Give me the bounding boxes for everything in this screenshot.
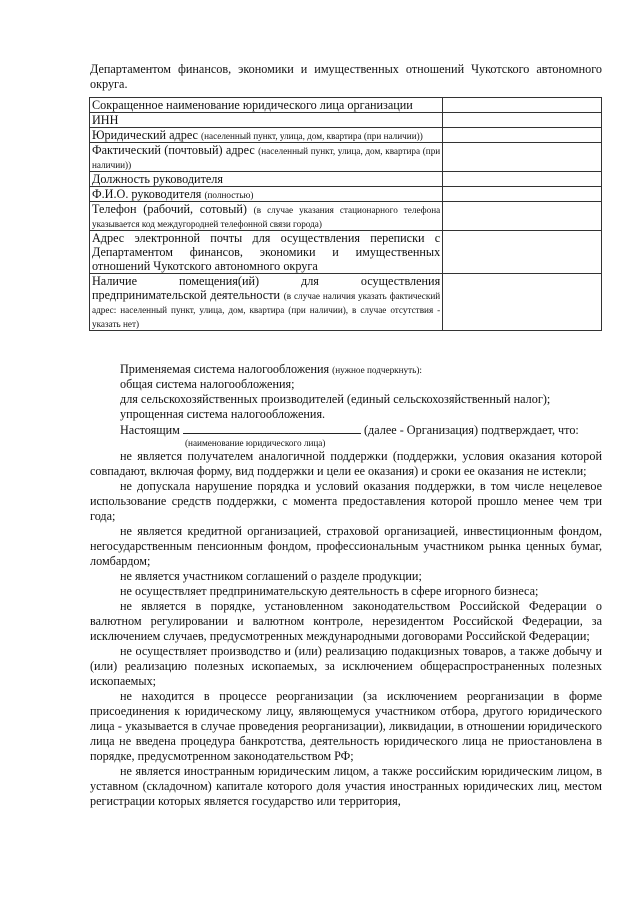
- label-text: Телефон (рабочий, сотовый): [92, 202, 247, 216]
- statement-2: не допускала нарушение порядка и условий оказания поддержки, в том числе нецелевое использование средств поддержки, с момента предоставления которой прошло менее чем три года;: [90, 479, 602, 523]
- confirm-suffix: (далее - Организация) подтверждает, что:: [363, 423, 579, 437]
- row-label-director-name: [90, 187, 443, 202]
- label-text: Юридический адрес: [92, 128, 198, 142]
- table-row: [90, 187, 602, 202]
- statement-5: не осуществляет предпринимательскую деятельность в сфере игорного бизнеса;: [120, 584, 539, 598]
- organization-name-blank[interactable]: [183, 422, 361, 434]
- confirm-line: [90, 422, 602, 438]
- value-cell-legal-address[interactable]: [443, 128, 602, 143]
- declaration-body: [90, 362, 602, 809]
- table-row: [90, 98, 602, 113]
- value-cell-actual-address[interactable]: [443, 143, 602, 172]
- table-row: [90, 274, 602, 331]
- value-cell-premises[interactable]: [443, 274, 602, 331]
- label-text: Наличие помещения(ий) для осуществления предпринимательской деятельности: [92, 274, 441, 302]
- value-cell-director-position[interactable]: [443, 172, 602, 187]
- value-cell-email[interactable]: [443, 231, 602, 274]
- statement-1: не является получателем аналогичной поддержки (поддержки, условия оказания которой совпадают, включая форму, вид поддержки и цели ее оказания) и сроки ее оказания не истекли;: [90, 449, 602, 478]
- statement-6: не является в порядке, установленном законодательством Российской Федерации о валютном регулировании и валютном контроле, нерезидентом Российской Федерации, за исключением случаев, предусмотренных международными договорами Российской Федерации;: [90, 599, 602, 643]
- label-text: ИНН: [92, 113, 119, 127]
- tax-heading: [90, 362, 602, 377]
- tax-heading-note: (нужное подчеркнуть):: [332, 365, 422, 375]
- row-label-phone: [90, 202, 443, 231]
- label-text: Фактический (почтовый) адрес: [92, 143, 255, 157]
- row-label-legal-address: [90, 128, 443, 143]
- label-text: Должность руководителя: [92, 172, 223, 186]
- organization-info-table: [89, 97, 602, 331]
- row-label-short-name: [90, 98, 443, 113]
- row-label-director-position: [90, 172, 443, 187]
- value-cell-short-name[interactable]: [443, 98, 602, 113]
- table-row: [90, 231, 602, 274]
- row-label-actual-address: [90, 143, 443, 172]
- tax-option-general[interactable]: общая система налогообложения;: [120, 377, 295, 391]
- label-text: Ф.И.О. руководителя: [92, 187, 202, 201]
- tax-heading-text: Применяемая система налогообложения: [120, 362, 330, 376]
- table-row: [90, 202, 602, 231]
- label-note: (полностью): [204, 190, 254, 200]
- table-row: [90, 143, 602, 172]
- row-label-inn: [90, 113, 443, 128]
- statement-7: не осуществляет производство и (или) реализацию подакцизных товаров, а также добычу и (или) реализацию полезных ископаемых, за исключением общераспространенных полезных ископаемых;: [90, 644, 602, 688]
- statement-3: не является кредитной организацией, страховой организацией, инвестиционным фондом, негосударственным пенсионным фондом, профессиональным участником рынка ценных бумаг, ломбардом;: [90, 524, 602, 568]
- label-text: Сокращенное наименование юридического лица организации: [92, 98, 413, 112]
- confirm-prefix: Настоящим: [120, 423, 180, 437]
- statement-9: не является иностранным юридическим лицом, а также российским юридическим лицом, в уставном (складочном) капитале которого доля участия иностранных юридических лиц, местом регистрации которых является государство или территория,: [90, 764, 602, 808]
- row-label-email: [90, 231, 443, 274]
- label-note: (в случае указания стационарного телефона указывается код междугородней телефонной связи города): [92, 205, 441, 229]
- table-row: [90, 113, 602, 128]
- row-label-premises: [90, 274, 443, 331]
- label-text: Адрес электронной почты для осуществления переписки с Департаментом финансов, экономики и имущественных отношений Чукотского автономного округа: [92, 231, 441, 273]
- table-row: [90, 172, 602, 187]
- table-row: [90, 128, 602, 143]
- value-cell-inn[interactable]: [443, 113, 602, 128]
- tax-option-simplified[interactable]: упрощенная система налогообложения.: [120, 407, 326, 421]
- organization-name-caption: (наименование юридического лица): [185, 438, 326, 448]
- statement-4: не является участником соглашений о разделе продукции;: [120, 569, 422, 583]
- label-note: (населенный пункт, улица, дом, квартира (при наличии)): [201, 131, 423, 141]
- value-cell-phone[interactable]: [443, 202, 602, 231]
- intro-paragraph: Департаментом финансов, экономики и имущественных отношений Чукотского автономного округа.: [90, 62, 602, 91]
- label-note: (в случае наличия указать фактический адрес: населенный пункт, улица, дом, квартира (при наличии), в случае отсутствия - указать нет): [92, 291, 441, 329]
- label-note: (населенный пункт, улица, дом, квартира (при наличии)): [92, 146, 441, 170]
- value-cell-director-name[interactable]: [443, 187, 602, 202]
- statement-8: не находится в процессе реорганизации (за исключением реорганизации в форме присоединения к юридическому лицу, являющемуся участником отбора, другого юридического лица - указывается в случае проведения реорганизации), ликвидации, в отношении юридического лица не введена процедура банкротства, деятельность юридического лица не приостановлена в порядке, предусмотренном законодательством РФ;: [90, 689, 602, 763]
- tax-option-agricultural[interactable]: для сельскохозяйственных производителей (единый сельскохозяйственный налог);: [120, 392, 551, 406]
